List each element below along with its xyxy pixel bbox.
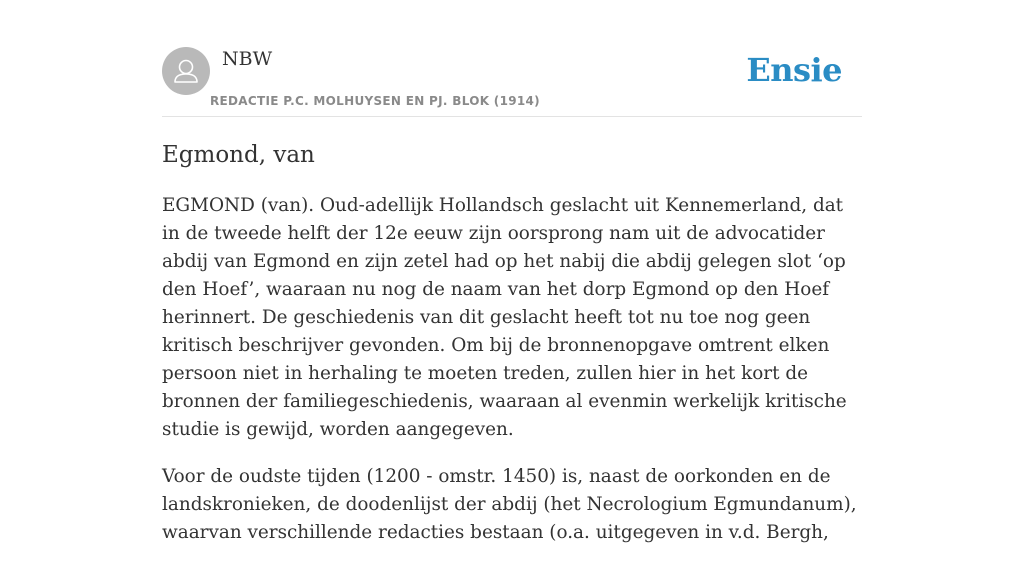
article-title: Egmond, van bbox=[162, 142, 315, 168]
article-paragraph: Voor de oudste tijden (1200 - omstr. 1450) is, naast de oorkonden en de landskronieken, de doodenlijst der abdij (het Necrologium Egmundanum), waarvan verschillende redacties bestaan (o.a. uitgegeven in v.d. Bergh, bbox=[162, 466, 857, 543]
article-body bbox=[162, 192, 864, 566]
source-header bbox=[162, 46, 862, 117]
avatar bbox=[162, 47, 210, 95]
brand-logo[interactable]: Ensie bbox=[746, 51, 842, 89]
user-avatar-icon bbox=[162, 47, 210, 95]
source-subtitle: REDACTIE P.C. MOLHUYSEN EN PJ. BLOK (1914) bbox=[210, 94, 540, 108]
source-name[interactable]: NBW bbox=[222, 48, 273, 70]
article-paragraph: EGMOND (van). Oud-adellijk Hollandsch geslacht uit Kennemerland, dat in de tweede helft der 12e eeuw zijn oorsprong nam uit de advocatider abdij van Egmond en zijn zetel had op het nabij die abdij gelegen slot ‘op den Hoef’, waaraan nu nog de naam van het dorp Egmond op den Hoef herinnert. De geschiedenis van dit geslacht heeft tot nu toe nog geen kritisch beschrijver gevonden. Om bij de bronnenopgave omtrent elken persoon niet in herhaling te moeten treden, zullen hier in het kort de bronnen der familiegeschiedenis, waaraan al evenmin werkelijk kritische studie is gewijd, worden aangegeven. bbox=[162, 195, 847, 440]
